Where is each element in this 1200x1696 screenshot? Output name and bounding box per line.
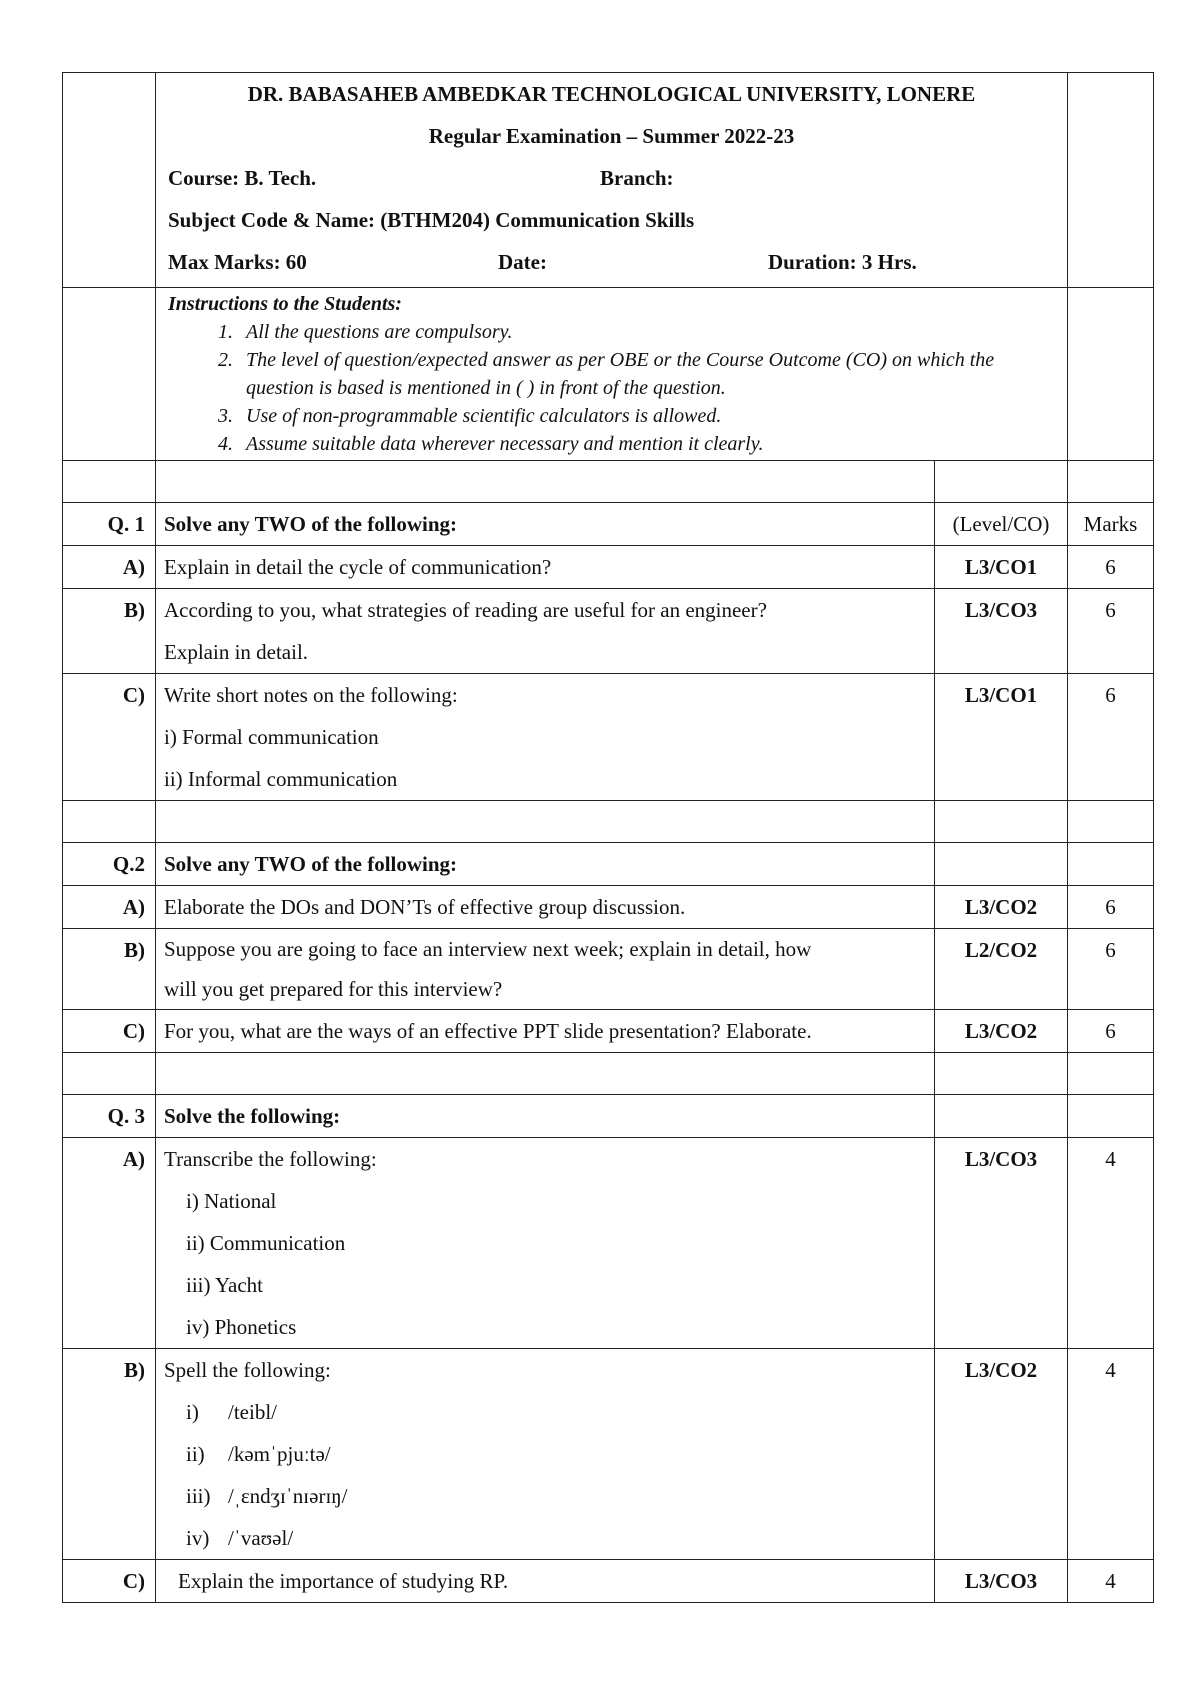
q2b-line: Suppose you are going to face an interview next week; explain in detail, how bbox=[164, 937, 812, 961]
q1-heading-row bbox=[63, 503, 1154, 546]
q3b-item: ii) /kəmˈpjuːtə/ bbox=[186, 1442, 331, 1466]
q1c-level: L3/CO1 bbox=[935, 674, 1068, 801]
q3b-label: B) bbox=[63, 1349, 156, 1560]
q1a-text: Explain in detail the cycle of communication? bbox=[156, 546, 935, 589]
q3a-level: L3/CO3 bbox=[935, 1138, 1068, 1349]
q3a-marks: 4 bbox=[1068, 1138, 1154, 1349]
q3-title: Solve the following: bbox=[156, 1095, 935, 1138]
q2b-label: B) bbox=[63, 929, 156, 1010]
q1c-line: Write short notes on the following: bbox=[164, 683, 458, 707]
spacer-row bbox=[63, 1053, 1154, 1095]
q1a-level: L3/CO1 bbox=[935, 546, 1068, 589]
instructions-list bbox=[168, 318, 1055, 458]
q3a-item: iv) Phonetics bbox=[186, 1315, 297, 1339]
subject-line: Subject Code & Name: (BTHM204) Communication Skills bbox=[168, 208, 695, 232]
q1-number: Q. 1 bbox=[63, 503, 156, 546]
q2b-line: will you get prepared for this interview? bbox=[164, 977, 503, 1001]
q1a-row bbox=[63, 546, 1154, 589]
q2c-text: For you, what are the ways of an effective PPT slide presentation? Elaborate. bbox=[156, 1010, 935, 1053]
branch: Branch: bbox=[600, 166, 674, 190]
q3c-marks: 4 bbox=[1068, 1560, 1154, 1603]
q1a-label: A) bbox=[63, 546, 156, 589]
instructions-row bbox=[63, 288, 1154, 461]
q3c-level: L3/CO3 bbox=[935, 1560, 1068, 1603]
max-marks: Max Marks: 60 bbox=[168, 250, 307, 274]
q3a-label: A) bbox=[63, 1138, 156, 1349]
q3b-row bbox=[63, 1349, 1154, 1560]
q1b-line: According to you, what strategies of reading are useful for an engineer? bbox=[164, 598, 767, 622]
q2c-label: C) bbox=[63, 1010, 156, 1053]
instruction-item: 1. All the questions are compulsory. bbox=[238, 318, 1055, 346]
q3a-text bbox=[156, 1138, 935, 1349]
q3c-row bbox=[63, 1560, 1154, 1603]
course-branch-line bbox=[168, 157, 1055, 199]
q2a-text: Elaborate the DOs and DON’Ts of effective group discussion. bbox=[156, 886, 935, 929]
q1c-marks: 6 bbox=[1068, 674, 1154, 801]
level-header: (Level/CO) bbox=[935, 503, 1068, 546]
q3b-marks: 4 bbox=[1068, 1349, 1154, 1560]
q3c-label: C) bbox=[63, 1560, 156, 1603]
header-cell bbox=[156, 73, 1068, 288]
spacer-row bbox=[63, 801, 1154, 843]
q3b-level: L3/CO2 bbox=[935, 1349, 1068, 1560]
q2a-marks: 6 bbox=[1068, 886, 1154, 929]
marks-date-duration-line bbox=[168, 241, 1055, 283]
q3b-prompt: Spell the following: bbox=[164, 1358, 331, 1382]
q2a-row bbox=[63, 886, 1154, 929]
course: Course: B. Tech. bbox=[168, 166, 317, 190]
q3a-item: ii) Communication bbox=[186, 1231, 346, 1255]
q3b-item: iii) /ˌɛndʒɪˈnɪərɪŋ/ bbox=[186, 1484, 348, 1508]
exam-paper bbox=[62, 72, 1153, 1603]
q3a-item: i) National bbox=[186, 1189, 277, 1213]
q2b-marks: 6 bbox=[1068, 929, 1154, 1010]
header-left-cell bbox=[63, 73, 156, 288]
q2b-row bbox=[63, 929, 1154, 1010]
q1b-level: L3/CO3 bbox=[935, 589, 1068, 674]
exam-title: Regular Examination – Summer 2022-23 bbox=[428, 124, 795, 148]
q2-heading-row bbox=[63, 843, 1154, 886]
q3b-item: i) /teibl/ bbox=[186, 1400, 277, 1424]
q1c-label: C) bbox=[63, 674, 156, 801]
q1a-marks: 6 bbox=[1068, 546, 1154, 589]
q1c-line: ii) Informal communication bbox=[164, 767, 398, 791]
q3b-item: iv) /ˈvaʊəl/ bbox=[186, 1526, 294, 1550]
instructions-title: Instructions to the Students: bbox=[168, 293, 402, 315]
date: Date: bbox=[498, 250, 547, 274]
q3a-prompt: Transcribe the following: bbox=[164, 1147, 377, 1171]
q3-number: Q. 3 bbox=[63, 1095, 156, 1138]
q1b-label: B) bbox=[63, 589, 156, 674]
instruction-item: 3. Use of non-programmable scientific calculators is allowed. bbox=[238, 402, 1055, 430]
q2-title: Solve any TWO of the following: bbox=[156, 843, 935, 886]
duration: Duration: 3 Hrs. bbox=[768, 250, 917, 274]
marks-header: Marks bbox=[1068, 503, 1154, 546]
instruction-item: 4. Assume suitable data wherever necessary and mention it clearly. bbox=[238, 430, 1055, 458]
instructions-cell bbox=[156, 288, 1068, 461]
exam-table bbox=[62, 72, 1154, 1603]
q2a-level: L3/CO2 bbox=[935, 886, 1068, 929]
q2b-text bbox=[156, 929, 935, 1010]
q2c-marks: 6 bbox=[1068, 1010, 1154, 1053]
q1b-line: Explain in detail. bbox=[164, 640, 309, 664]
q1-title: Solve any TWO of the following: bbox=[156, 503, 935, 546]
q3a-row bbox=[63, 1138, 1154, 1349]
q3b-text bbox=[156, 1349, 935, 1560]
q1b-row bbox=[63, 589, 1154, 674]
q3c-text: Explain the importance of studying RP. bbox=[156, 1560, 935, 1603]
q1b-text bbox=[156, 589, 935, 674]
q2c-level: L3/CO2 bbox=[935, 1010, 1068, 1053]
q3a-item: iii) Yacht bbox=[186, 1273, 264, 1297]
q1c-row bbox=[63, 674, 1154, 801]
q2a-label: A) bbox=[63, 886, 156, 929]
q2b-level: L2/CO2 bbox=[935, 929, 1068, 1010]
spacer-row bbox=[63, 461, 1154, 503]
instruction-item: 2. The level of question/expected answer as per OBE or the Course Outcome (CO) on which the question is based is mentioned in ( ) in front of the question. bbox=[238, 346, 1055, 402]
q2-number: Q.2 bbox=[63, 843, 156, 886]
q2c-row bbox=[63, 1010, 1154, 1053]
q1c-text bbox=[156, 674, 935, 801]
header-row bbox=[63, 73, 1154, 288]
header-right-cell bbox=[1068, 73, 1154, 288]
q1b-marks: 6 bbox=[1068, 589, 1154, 674]
q1c-line: i) Formal communication bbox=[164, 725, 379, 749]
university-name: DR. BABASAHEB AMBEDKAR TECHNOLOGICAL UNIVERSITY, LONERE bbox=[247, 82, 976, 106]
q3-heading-row bbox=[63, 1095, 1154, 1138]
